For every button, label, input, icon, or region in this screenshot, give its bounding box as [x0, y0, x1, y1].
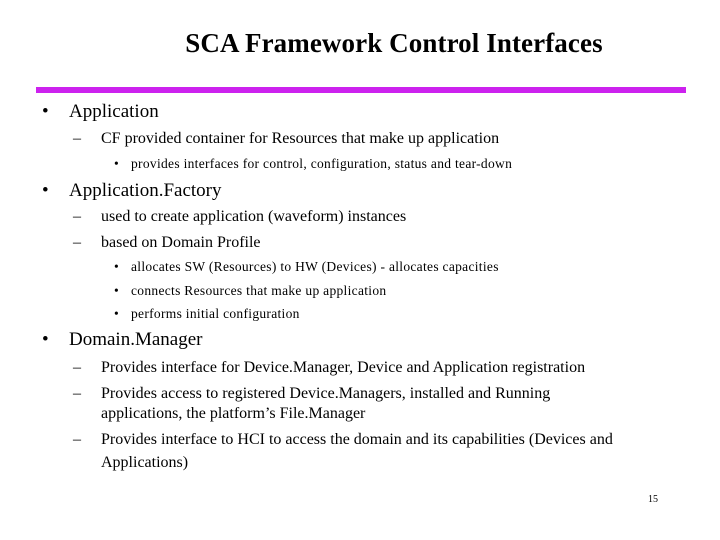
slide-title: SCA Framework Control Interfaces: [185, 28, 603, 58]
bullet-marker: •: [42, 101, 49, 122]
item-text: CF provided container for Resources that make up application: [101, 130, 500, 147]
item-text: Provides access to registered Device.Managers, installed and Running: [101, 385, 551, 402]
dash-marker: –: [73, 234, 81, 251]
bullet-marker: •: [114, 306, 120, 321]
subitem-text: performs initial configuration: [131, 306, 300, 321]
item-text: based on Domain Profile: [101, 234, 261, 251]
item-text: Provides interface to HCI to access the domain and its capabilities (Devices and: [101, 431, 613, 448]
item-text: used to create application (waveform) instances: [101, 208, 407, 225]
item-text-continued: Applications): [101, 454, 189, 471]
dash-marker: –: [73, 208, 81, 225]
subitem-text: provides interfaces for control, configuration, status and tear-down: [131, 156, 513, 171]
heading-application-factory: Application.Factory: [69, 180, 222, 201]
bullet-marker: •: [42, 180, 49, 201]
item-text: Provides interface for Device.Manager, Device and Application registration: [101, 359, 586, 376]
bullet-marker: •: [114, 283, 120, 298]
bullet-marker: •: [114, 259, 120, 274]
dash-marker: –: [73, 359, 81, 376]
title-divider: [36, 87, 686, 93]
bullet-marker: •: [42, 329, 49, 350]
item-text-continued: applications, the platform’s File.Manager: [101, 405, 366, 422]
subitem-text: allocates SW (Resources) to HW (Devices) - allocates capacities: [131, 259, 499, 274]
subitem-text: connects Resources that make up application: [131, 283, 387, 298]
dash-marker: –: [73, 431, 81, 448]
heading-application: Application: [69, 101, 159, 122]
page-number: 15: [648, 494, 658, 505]
dash-marker: –: [73, 385, 81, 402]
bullet-marker: •: [114, 156, 120, 171]
heading-domain-manager: Domain.Manager: [69, 329, 203, 350]
dash-marker: –: [73, 130, 81, 147]
